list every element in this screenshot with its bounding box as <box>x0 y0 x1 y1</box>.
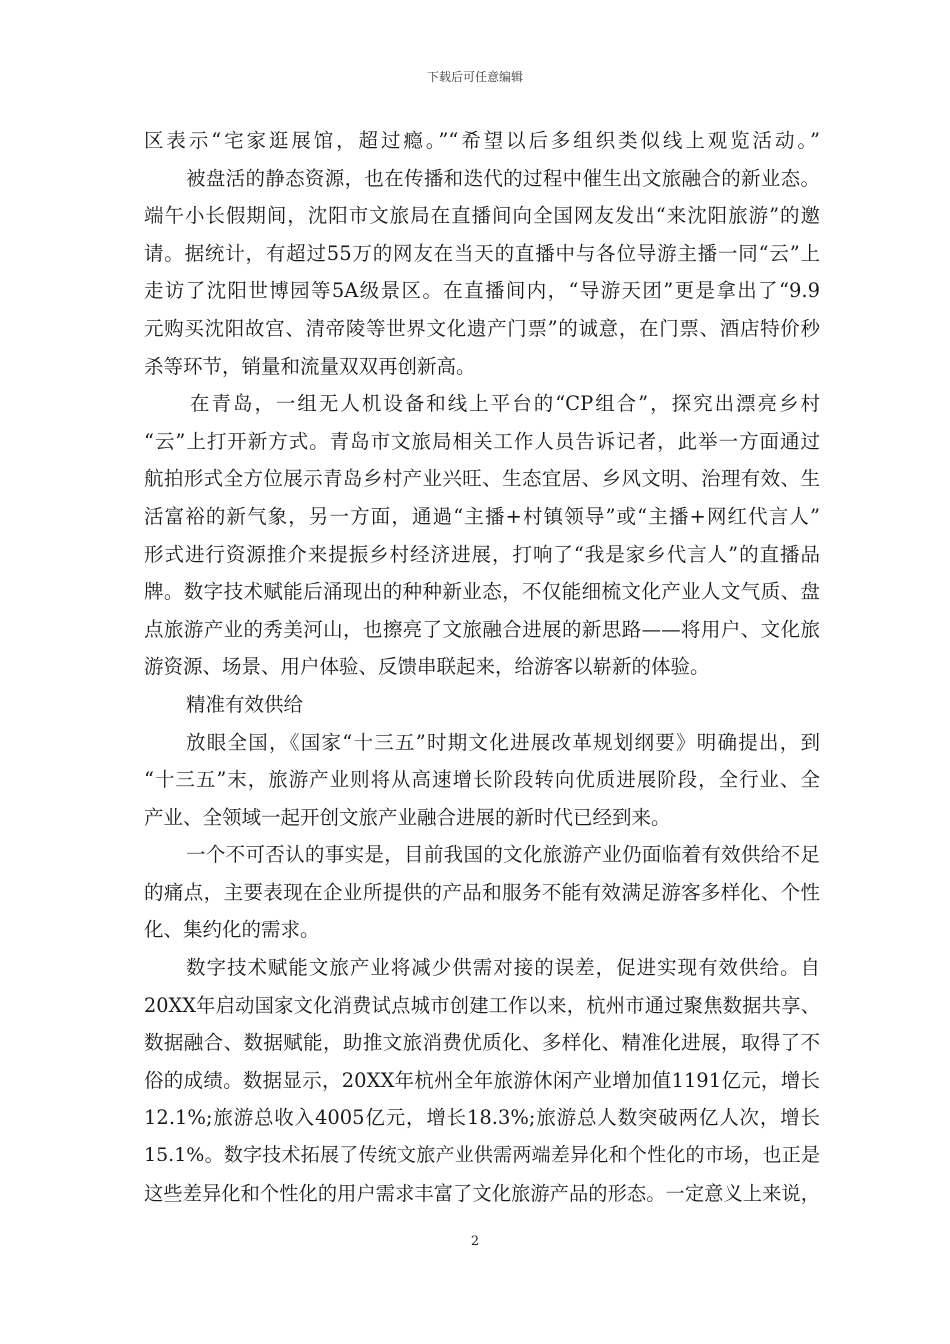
text-line: 这些差异化和个性化的用户需求丰富了文化旅游产品的形态。一定意义上来说， <box>144 1181 820 1205</box>
body-text <box>144 122 820 1212</box>
text-line: 活富裕的新气象，另一方面，通過“主播+村镇领导”或“主播+网红代言人” <box>144 504 820 528</box>
section-heading: 精准有效供给 <box>186 692 304 716</box>
text-line: 元购买沈阳故宫、清帝陵等世界文化遗产门票”的诚意，在门票、酒店特价秒 <box>144 316 820 340</box>
text-line: 数据融合、数据赋能，助推文旅消费优质化、多样化、精准化进展，取得了不 <box>144 1031 820 1055</box>
page-header-note: 下载后可任意编辑 <box>426 70 523 84</box>
text-line: 点旅游产业的秀美河山，也擦亮了文旅融合进展的新思路——将用户、文化旅 <box>144 617 820 641</box>
text-line: 牌。数字技术赋能后涌现出的种种新业态，不仅能细梳文化产业人文气质、盘 <box>144 580 820 604</box>
text-line: 化、集约化的需求。 <box>144 918 320 942</box>
text-line: 请。据统计，有超过55万的网友在当天的直播中与各位导游主播一同“云”上 <box>144 241 820 265</box>
text-line: 20XX年启动国家文化消费试点城市创建工作以来，杭州市通过聚焦数据共享、 <box>144 993 820 1017</box>
text-line: “十三五”末，旅游产业则将从高速增长阶段转向优质进展阶段，全行业、全 <box>144 768 820 792</box>
text-line: 12.1%;旅游总收入4005亿元，增长18.3%;旅游总人数突破两亿人次，增长 <box>144 1106 820 1130</box>
text-line: 航拍形式全方位展示青岛乡村产业兴旺、生态宜居、乡风文明、治理有效、生 <box>144 467 820 491</box>
text-line: 端午小长假期间，沈阳市文旅局在直播间向全国网友发出“来沈阳旅游”的邀 <box>144 204 820 228</box>
text-line: 杀等环节，销量和流量双双再创新高。 <box>144 354 476 378</box>
page-number: 2 <box>470 1234 480 1249</box>
text-line: 数字技术赋能文旅产业将减少供需对接的误差，促进实现有效供给。自 <box>186 956 820 980</box>
text-line: 15.1%。数字技术拓展了传统文旅产业供需两端差异化和个性化的市场，也正是 <box>144 1144 820 1167</box>
text-line: 形式进行资源推介来提振乡村经济进展，打响了“我是家乡代言人”的直播品 <box>144 542 820 566</box>
text-line: 区表示“宅家逛展馆，超过瘾。”“希望以后多组织类似线上观览活动。” <box>144 129 820 152</box>
text-line: 被盘活的静态资源，也在传播和迭代的过程中催生出文旅融合的新业态。 <box>186 166 820 190</box>
text-line: 在青岛，一组无人机设备和线上平台的“CP组合”，探究出漂亮乡村 <box>190 392 820 416</box>
text-line: 游资源、场景、用户体验、反馈串联起来，给游客以崭新的体验。 <box>144 655 710 679</box>
text-line: 俗的成绩。数据显示，20XX年杭州全年旅游休闲产业增加值1191亿元，增长 <box>144 1068 820 1092</box>
text-line: 产业、全领域一起开创文旅产业融合进展的新时代已经到来。 <box>144 805 671 829</box>
text-line: “云”上打开新方式。青岛市文旅局相关工作人员告诉记者，此举一方面通过 <box>144 429 820 453</box>
text-line: 走访了沈阳世博园等5A级景区。在直播间内，“导游天团”更是拿出了“9.9 <box>144 279 820 303</box>
text-line: 的痛点，主要表现在企业所提供的产品和服务不能有效满足游客多样化、个性 <box>144 880 820 904</box>
text-line: 一个不可否认的事实是，目前我国的文化旅游产业仍面临着有效供给不足 <box>186 843 820 867</box>
text-line: 放眼全国，《国家“十三五”时期文化进展改革规划纲要》明确提出，到 <box>186 730 820 754</box>
